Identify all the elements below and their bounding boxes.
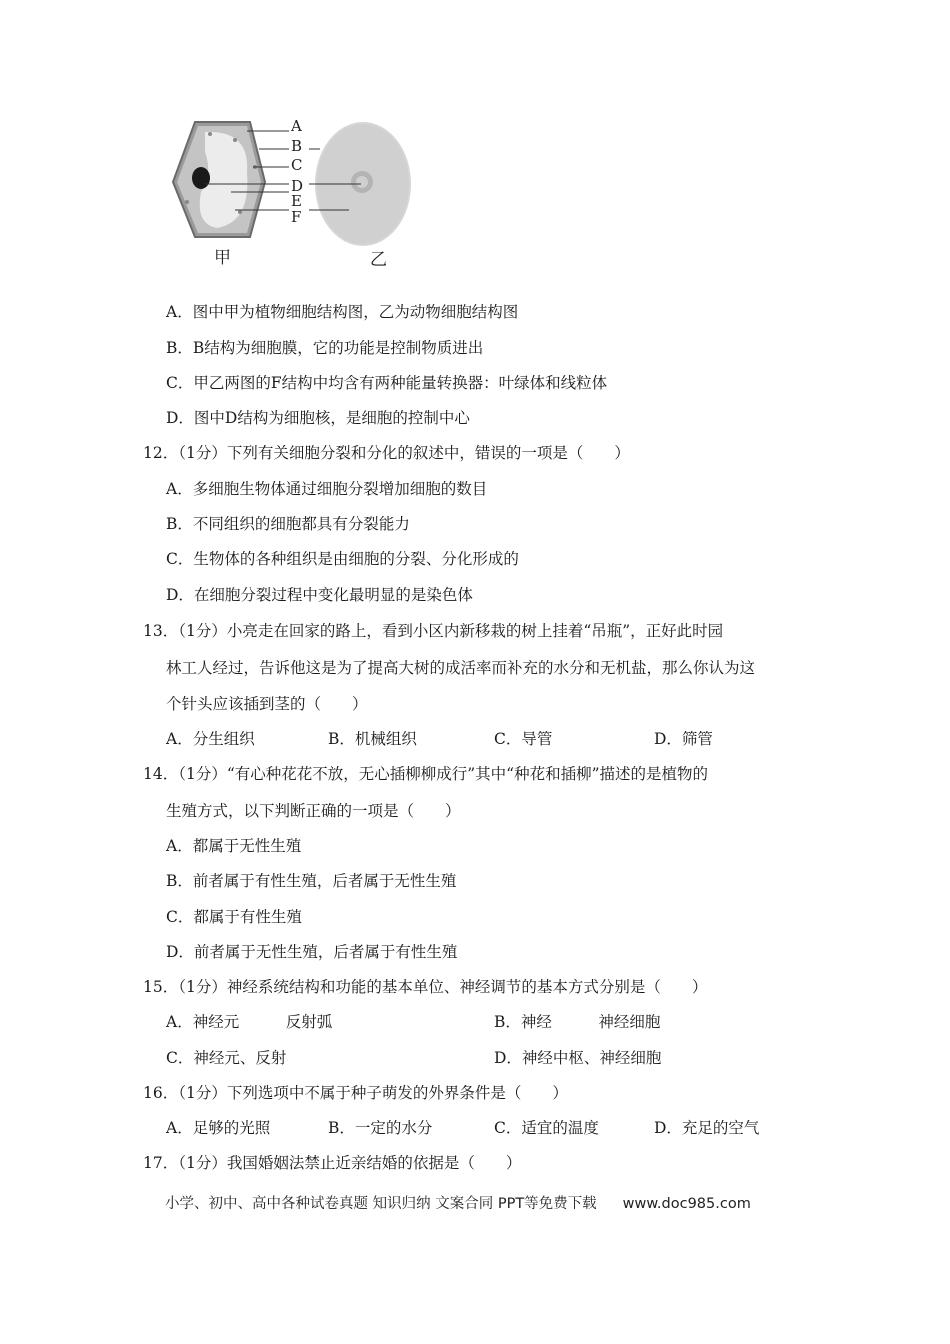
cell-diagram-figure	[165, 112, 425, 272]
chloroplast	[233, 138, 237, 142]
q11-option-a: A．图中甲为植物细胞结构图，乙为动物细胞结构图	[166, 303, 519, 321]
q11-option-c: C．甲乙两图的F结构中均含有两种能量转换器：叶绿体和线粒体	[166, 374, 608, 392]
page-footer	[165, 1192, 751, 1213]
footer-text: 小学、初中、高中各种试卷真题 知识归纳 文案合同 PPT等免费下载	[165, 1196, 597, 1212]
q13-stem-line-1: 13．（1分）小亮走在回家的路上，看到小区内新移栽的树上挂着“吊瓶”，正好此时园	[143, 622, 724, 640]
label-d: D	[291, 177, 304, 195]
q12-stem: 12．（1分）下列有关细胞分裂和分化的叙述中，错误的一项是（ ）	[143, 444, 630, 462]
cell-diagram	[165, 112, 425, 272]
label-e: E	[291, 192, 302, 210]
q16-option-c: C．适宜的温度	[494, 1119, 599, 1137]
q14-stem-line-2: 生殖方式，以下判断正确的一项是（ ）	[166, 802, 461, 820]
label-f: F	[291, 208, 302, 226]
label-a: A	[291, 117, 302, 135]
q15-option-b: B．神经 神经细胞	[494, 1013, 661, 1031]
q15-stem: 15．（1分）神经系统结构和功能的基本单位、神经调节的基本方式分别是（ ）	[143, 978, 708, 996]
q16-option-a: A．足够的光照	[166, 1119, 271, 1137]
q13-option-a: A．分生组织	[166, 730, 255, 748]
q12-option-b: B．不同组织的细胞都具有分裂能力	[166, 515, 410, 533]
q16-stem: 16．（1分）下列选项中不属于种子萌发的外界条件是（ ）	[143, 1084, 568, 1102]
q16-option-b: B．一定的水分	[328, 1119, 433, 1137]
q13-stem-line-2: 林工人经过，告诉他这是为了提高大树的成活率而补充的水分和无机盐，那么你认为这	[166, 659, 756, 677]
q16-option-d: D．充足的空气	[654, 1119, 760, 1137]
q12-option-c: C．生物体的各种组织是由细胞的分裂、分化形成的	[166, 550, 519, 568]
q17-stem: 17．（1分）我国婚姻法禁止近亲结婚的依据是（ ）	[143, 1154, 522, 1172]
q14-option-a: A．都属于无性生殖	[166, 837, 302, 855]
caption-jia: 甲	[214, 248, 231, 268]
chloroplast	[208, 132, 212, 136]
chloroplast	[185, 200, 189, 204]
q11-option-d: D．图中D结构为细胞核，是细胞的控制中心	[166, 409, 470, 427]
q14-stem-line-1: 14．（1分）“有心种花花不放，无心插柳柳成行”其中“种花和插柳”描述的是植物的	[143, 765, 709, 783]
label-c: C	[291, 156, 303, 174]
animal-cell-nucleolus	[356, 176, 368, 188]
q13-option-d: D．筛管	[654, 730, 713, 748]
label-b: B	[291, 137, 303, 155]
q13-stem-line-3: 个针头应该插到茎的（ ）	[166, 695, 368, 713]
q14-option-d: D．前者属于无性生殖，后者属于有性生殖	[166, 943, 458, 961]
q15-option-c: C．神经元、反射	[166, 1049, 287, 1067]
q13-option-b: B．机械组织	[328, 730, 417, 748]
plant-cell-nucleus	[192, 167, 210, 189]
q15-option-a: A．神经元 反射弧	[166, 1013, 333, 1031]
q15-option-d: D．神经中枢、神经细胞	[494, 1049, 662, 1067]
footer-url[interactable]: www.doc985.com	[622, 1196, 751, 1212]
q11-option-b: B．B结构为细胞膜，它的功能是控制物质进出	[166, 339, 484, 357]
q12-option-d: D．在细胞分裂过程中变化最明显的是染色体	[166, 586, 473, 604]
chloroplast	[238, 210, 242, 214]
q12-option-a: A．多细胞生物体通过细胞分裂增加细胞的数目	[166, 480, 488, 498]
q14-option-b: B．前者属于有性生殖，后者属于无性生殖	[166, 872, 457, 890]
q14-option-c: C．都属于有性生殖	[166, 908, 302, 926]
q13-option-c: C．导管	[494, 730, 553, 748]
caption-yi: 乙	[370, 250, 387, 270]
